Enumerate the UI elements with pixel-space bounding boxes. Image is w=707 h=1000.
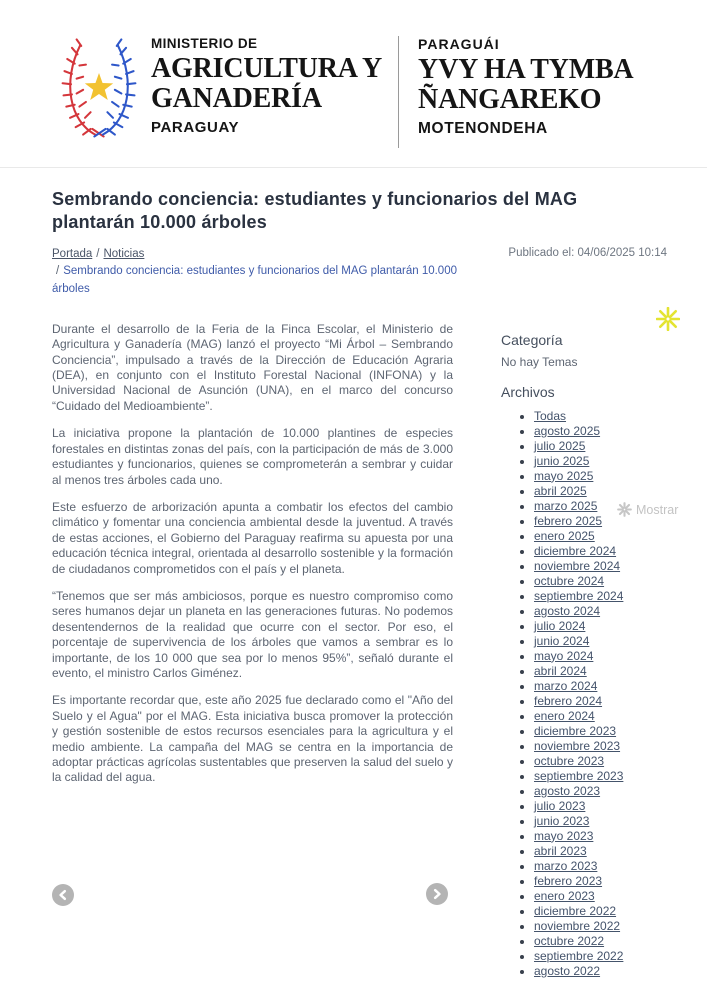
archive-link[interactable]: julio 2024 <box>534 618 586 633</box>
breadcrumb-home-link[interactable]: Portada <box>52 248 93 261</box>
breadcrumb-section-link[interactable]: Noticias <box>103 248 145 261</box>
guarani-country: PARAGUÁI <box>418 36 500 52</box>
archive-item <box>534 409 667 424</box>
header-rule <box>0 167 707 168</box>
chevron-left-icon <box>57 889 69 901</box>
archive-link[interactable]: junio 2025 <box>534 453 590 468</box>
archive-link[interactable]: agosto 2022 <box>534 963 601 978</box>
breadcrumb-current: Sembrando conciencia: estudiantes y funcionarios del MAG plantarán 10.000 árboles <box>52 265 457 295</box>
ministry-label: MINISTERIO DE <box>151 36 258 51</box>
archive-item <box>534 709 667 724</box>
archives-list <box>501 409 667 979</box>
article-body <box>52 322 453 979</box>
archive-item <box>534 949 667 964</box>
article-paragraph: Este esfuerzo de arborización apunta a combatir los efectos del cambio climático y fomentar una conciencia ambiental desde la juventud. A través de estas acciones, el Gobierno del Paraguay reafirma su apuesta por una educación técnica integral, orientada al desarrollo sostenible y la formación de ciudadanos comprometidos con el país y el planeta. <box>52 499 453 576</box>
site-header <box>0 0 707 162</box>
article-paragraph: Durante el desarrollo de la Feria de la Finca Escolar, el Ministerio de Agricultura y Ganadería (MAG) lanzó el proyecto “Mi Árbol – Sembrando Conciencia”, impulsado a través de la Dirección de Educación Agraria (DEA), en conjunto con el Instituto Forestal Nacional (INFONA) y la Universidad Nacional de Asunción (UNA), en el marco del concurso “Cuidado del Medioambiente”. <box>52 321 453 413</box>
archive-link[interactable]: Todas <box>534 408 567 423</box>
archive-link[interactable]: diciembre 2024 <box>534 543 617 558</box>
archive-item <box>534 964 667 979</box>
archive-link[interactable]: julio 2023 <box>534 798 586 813</box>
archive-link[interactable]: agosto 2023 <box>534 783 601 798</box>
breadcrumb <box>52 246 476 298</box>
archive-item <box>534 829 667 844</box>
archive-link[interactable]: febrero 2024 <box>534 693 603 708</box>
carousel-next-button[interactable] <box>426 883 448 905</box>
mag-wreath-logo-icon <box>57 28 141 146</box>
category-empty-text: No hay Temas <box>501 354 578 369</box>
archive-item <box>534 529 667 544</box>
yellow-asterisk-icon <box>656 307 680 331</box>
archive-item <box>534 559 667 574</box>
accessibility-widget-button[interactable] <box>656 307 680 331</box>
archive-item <box>534 799 667 814</box>
archive-item <box>534 919 667 934</box>
archive-link[interactable]: febrero 2025 <box>534 513 603 528</box>
ministry-wordmark <box>151 28 382 136</box>
archive-link[interactable]: octubre 2023 <box>534 753 605 768</box>
archive-link[interactable]: julio 2025 <box>534 438 586 453</box>
archive-item <box>534 664 667 679</box>
archive-link[interactable]: mayo 2024 <box>534 648 594 663</box>
archive-link[interactable]: agosto 2025 <box>534 423 601 438</box>
page-title: Sembrando conciencia: estudiantes y funcionarios del MAG plantarán 10.000 árboles <box>52 189 578 233</box>
archive-link[interactable]: noviembre 2024 <box>534 558 621 573</box>
article-paragraph: “Tenemos que ser más ambiciosos, porque es nuestro compromiso como seres humanos dejar un planeta en las generaciones futuras. No podemos desentendernos de la realidad que ocurre con el sector. Por eso, el porcentaje de supervivencia de los árboles que vamos a sembrar es lo importante, de los 10 000 que sea por lo menos 95%”, señaló durante el evento, el ministro Carlos Giménez. <box>52 588 453 680</box>
archive-link[interactable]: junio 2023 <box>534 813 590 828</box>
meta-row <box>52 246 667 298</box>
archive-link[interactable]: abril 2024 <box>534 663 587 678</box>
archive-link[interactable]: marzo 2023 <box>534 858 598 873</box>
published-date: Publicado el: 04/06/2025 10:14 <box>508 247 667 260</box>
archive-item <box>534 844 667 859</box>
archive-link[interactable]: octubre 2022 <box>534 933 605 948</box>
archive-item <box>534 784 667 799</box>
archive-link[interactable]: marzo 2025 <box>534 498 598 513</box>
star-icon <box>85 73 113 100</box>
archive-item <box>534 769 667 784</box>
archive-item <box>534 889 667 904</box>
breadcrumb-separator: / <box>96 248 100 261</box>
archive-item <box>534 619 667 634</box>
article-paragraph: La iniciativa propone la plantación de 10.000 plantines de especies forestales en distintas zonas del país, con la participación de más de 3.000 estudiantes y funcionarios, quienes se comprometerán a sembrar y cuidar al menos tres árboles cada uno. <box>52 426 453 487</box>
mostrar-toggle[interactable] <box>615 501 684 518</box>
archive-item <box>534 934 667 949</box>
archive-item <box>534 424 667 439</box>
archive-item <box>534 679 667 694</box>
archive-link[interactable]: enero 2025 <box>534 528 595 543</box>
chevron-right-icon <box>431 888 443 900</box>
columns <box>52 322 667 979</box>
archive-link[interactable]: septiembre 2023 <box>534 768 624 783</box>
archive-link[interactable]: agosto 2024 <box>534 603 601 618</box>
breadcrumb-separator: / <box>56 265 60 278</box>
archive-item <box>534 484 667 499</box>
flower-toggle-icon <box>617 502 632 517</box>
archive-link[interactable]: septiembre 2022 <box>534 948 624 963</box>
archive-link[interactable]: junio 2024 <box>534 633 590 648</box>
archive-link[interactable]: enero 2024 <box>534 708 595 723</box>
archive-item <box>534 859 667 874</box>
archive-link[interactable]: marzo 2024 <box>534 678 598 693</box>
main-content <box>0 188 707 979</box>
mostrar-label: Mostrar <box>636 502 679 517</box>
archive-link[interactable]: diciembre 2023 <box>534 723 617 738</box>
category-heading: Categoría <box>501 331 563 348</box>
guarani-wordmark <box>418 28 633 138</box>
archive-item <box>534 694 667 709</box>
archive-item <box>534 604 667 619</box>
archive-link[interactable]: mayo 2023 <box>534 828 594 843</box>
archive-link[interactable]: noviembre 2022 <box>534 918 621 933</box>
header-divider <box>398 36 399 148</box>
country-label: PARAGUAY <box>151 119 240 137</box>
breadcrumb-current-row <box>52 263 476 298</box>
archive-item <box>534 874 667 889</box>
archive-item <box>534 469 667 484</box>
article-paragraph: Es importante recordar que, este año 2025 fue declarado como el "Año del Suelo y el Agua" por el MAG. Esta iniciativa busca promover la protección y gestión sostenible de estos recursos esenciales para la agricultura y el medio ambiente. La campaña del MAG se centra en la importancia de adoptar prácticas agrícolas sustentables que preserven la salud del suelo y la calidad del agua. <box>52 693 453 785</box>
archive-item <box>534 454 667 469</box>
guarani-label: MOTENONDEHA <box>418 120 548 138</box>
carousel-prev-button[interactable] <box>52 884 74 906</box>
archive-link[interactable]: septiembre 2024 <box>534 588 624 603</box>
archive-link[interactable]: noviembre 2023 <box>534 738 621 753</box>
archive-link[interactable]: abril 2025 <box>534 483 587 498</box>
archive-item <box>534 724 667 739</box>
archive-item <box>534 439 667 454</box>
archive-item <box>534 814 667 829</box>
archive-link[interactable]: diciembre 2022 <box>534 903 617 918</box>
archive-item <box>534 574 667 589</box>
archive-link[interactable]: abril 2023 <box>534 843 587 858</box>
archive-item <box>534 754 667 769</box>
archive-item <box>534 634 667 649</box>
archive-link[interactable]: mayo 2025 <box>534 468 594 483</box>
archive-link[interactable]: octubre 2024 <box>534 573 605 588</box>
archive-item <box>534 544 667 559</box>
ministry-name: AGRICULTURA Y GANADERÍA <box>151 53 383 115</box>
sidebar <box>501 322 667 979</box>
archive-item <box>534 649 667 664</box>
archive-link[interactable]: enero 2023 <box>534 888 595 903</box>
archives-heading: Archivos <box>501 383 555 400</box>
archive-item <box>534 589 667 604</box>
archive-item <box>534 904 667 919</box>
archive-link[interactable]: febrero 2023 <box>534 873 603 888</box>
archive-item <box>534 739 667 754</box>
guarani-name: YVY HA TYMBA ÑANGAREKO <box>418 54 634 116</box>
